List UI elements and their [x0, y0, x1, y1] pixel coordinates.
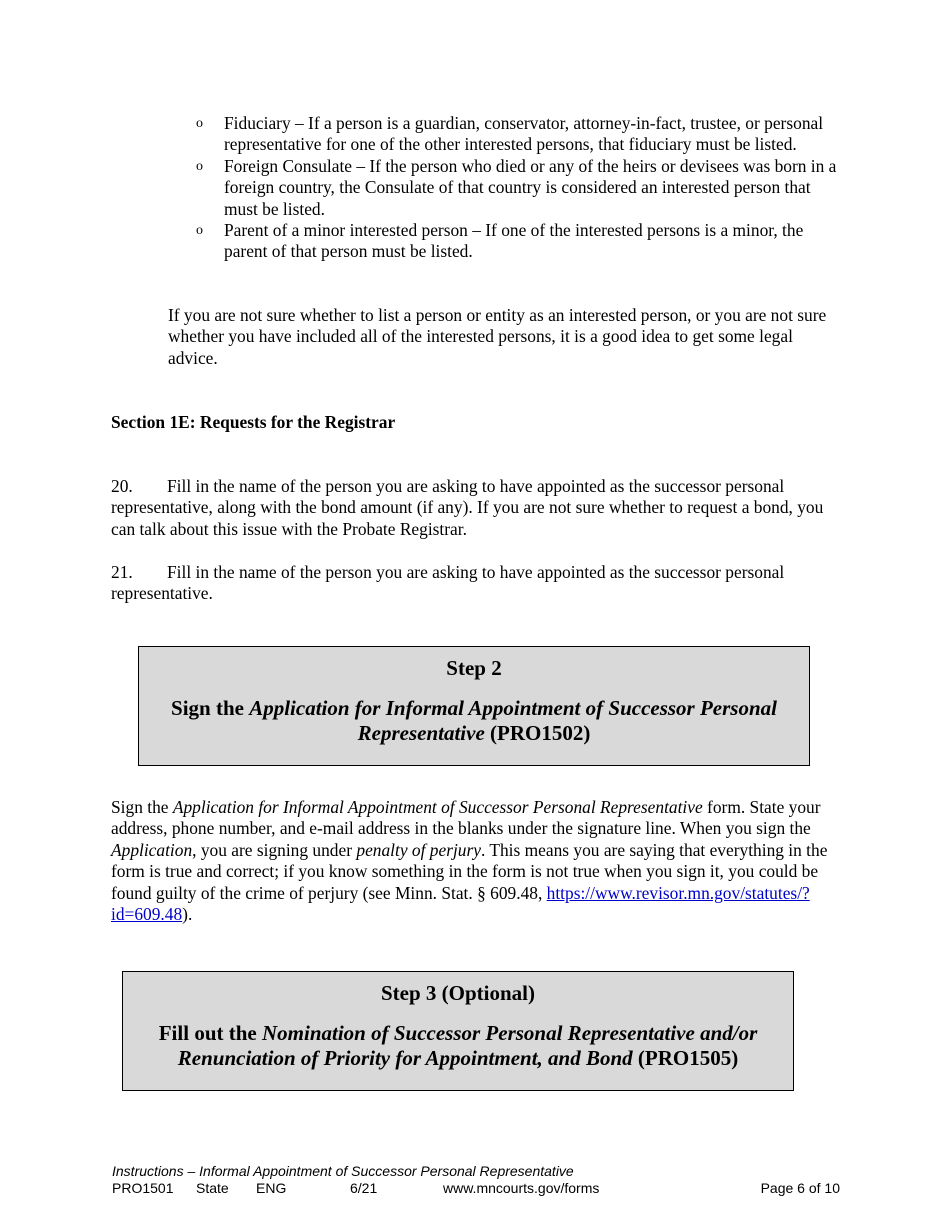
step-3-code: (PRO1505) [632, 1046, 739, 1070]
body-italic-application: Application [111, 839, 193, 860]
instruction-item-20 [111, 476, 846, 540]
body-text: . This means you are saying that everything in the form is true and correct; if you know something in the form is not true when you sign it, you could be found guilty of the crime of perjury (see Minn. Stat. § 609.48, [111, 839, 828, 903]
footer-page-number: Page 6 of 10 [760, 1180, 840, 1196]
footer-jurisdiction: State [196, 1180, 229, 1196]
footer-meta [112, 1180, 840, 1197]
step-2-form-name: Application for Informal Appointment of Successor Personal Representative [249, 696, 777, 745]
step-2-box [138, 646, 810, 766]
body-text: ). [182, 904, 193, 925]
advice-paragraph: If you are not sure whether to list a person or entity as an interested person, or you are not sure whether you have included all of the interested persons, it is a good idea to get some legal advice. [168, 305, 827, 368]
step-3-subtitle [123, 1021, 793, 1071]
list-item [196, 113, 844, 156]
step-2-body [111, 797, 846, 925]
item-number: 21. [111, 562, 133, 582]
footer-title: Instructions – Informal Appointment of Successor Personal Representative [112, 1163, 574, 1179]
bullet-text: Fiduciary – If a person is a guardian, conservator, attorney-in-fact, trustee, or personal representative for one of the other interested persons, that fiduciary must be listed. [224, 113, 824, 155]
list-item [196, 220, 844, 263]
step-2-code: (PRO1502) [484, 721, 591, 745]
statute-link[interactable]: https://www.revisor.mn.gov/statutes/?id=609.48 [111, 882, 810, 925]
footer-language: ENG [256, 1180, 287, 1196]
bullet-icon: o [196, 223, 203, 239]
step-3-form-name: Nomination of Successor Personal Representative and/or Renunciation of Priority for Appointment, and Bond [177, 1021, 758, 1070]
body-text: form. State your address, phone number, and e-mail address in the blanks under the signature line. When you sign the [111, 797, 821, 839]
body-italic-form: Application for Informal Appointment of Successor Personal Representative [172, 797, 703, 817]
list-item [196, 156, 844, 220]
instruction-item-21 [111, 562, 846, 605]
bullet-text: Foreign Consulate – If the person who died or any of the heirs or devisees was born in a foreign country, the Consulate of that country is considered an interested person that must be listed. [224, 155, 837, 219]
item-text: Fill in the name of the person you are asking to have appointed as the successor personal representative. [111, 562, 785, 604]
bullet-icon: o [196, 116, 203, 131]
bullet-text: Parent of a minor interested person – If one of the interested persons is a minor, the parent of that person must be listed. [224, 220, 804, 262]
body-text: Sign the [111, 797, 173, 817]
step-3-title: Step 3 (Optional) [380, 981, 535, 1005]
section-heading: Section 1E: Requests for the Registrar [111, 412, 396, 432]
body-italic-perjury: penalty of perjury [356, 839, 481, 860]
body-text: , you are signing under [192, 839, 357, 860]
footer-revision: 6/21 [350, 1180, 378, 1196]
interested-persons-list [196, 113, 844, 263]
bullet-icon: o [196, 158, 203, 174]
step-3-prefix: Fill out the [158, 1021, 262, 1045]
item-number: 20. [111, 476, 133, 496]
item-text: Fill in the name of the person you are asking to have appointed as the successor personal representative, along with the bond amount (if any). If you are not sure whether to request a bond, you can talk about this issue with the Probate Registrar. [111, 476, 824, 539]
step-2-title: Step 2 [446, 656, 502, 680]
footer-website: www.mncourts.gov/forms [443, 1180, 600, 1196]
step-2-subtitle [139, 696, 809, 746]
step-2-prefix: Sign the [171, 696, 250, 720]
step-3-box [122, 971, 794, 1091]
footer-form-code: PRO1501 [112, 1180, 174, 1196]
footer [112, 1163, 840, 1197]
